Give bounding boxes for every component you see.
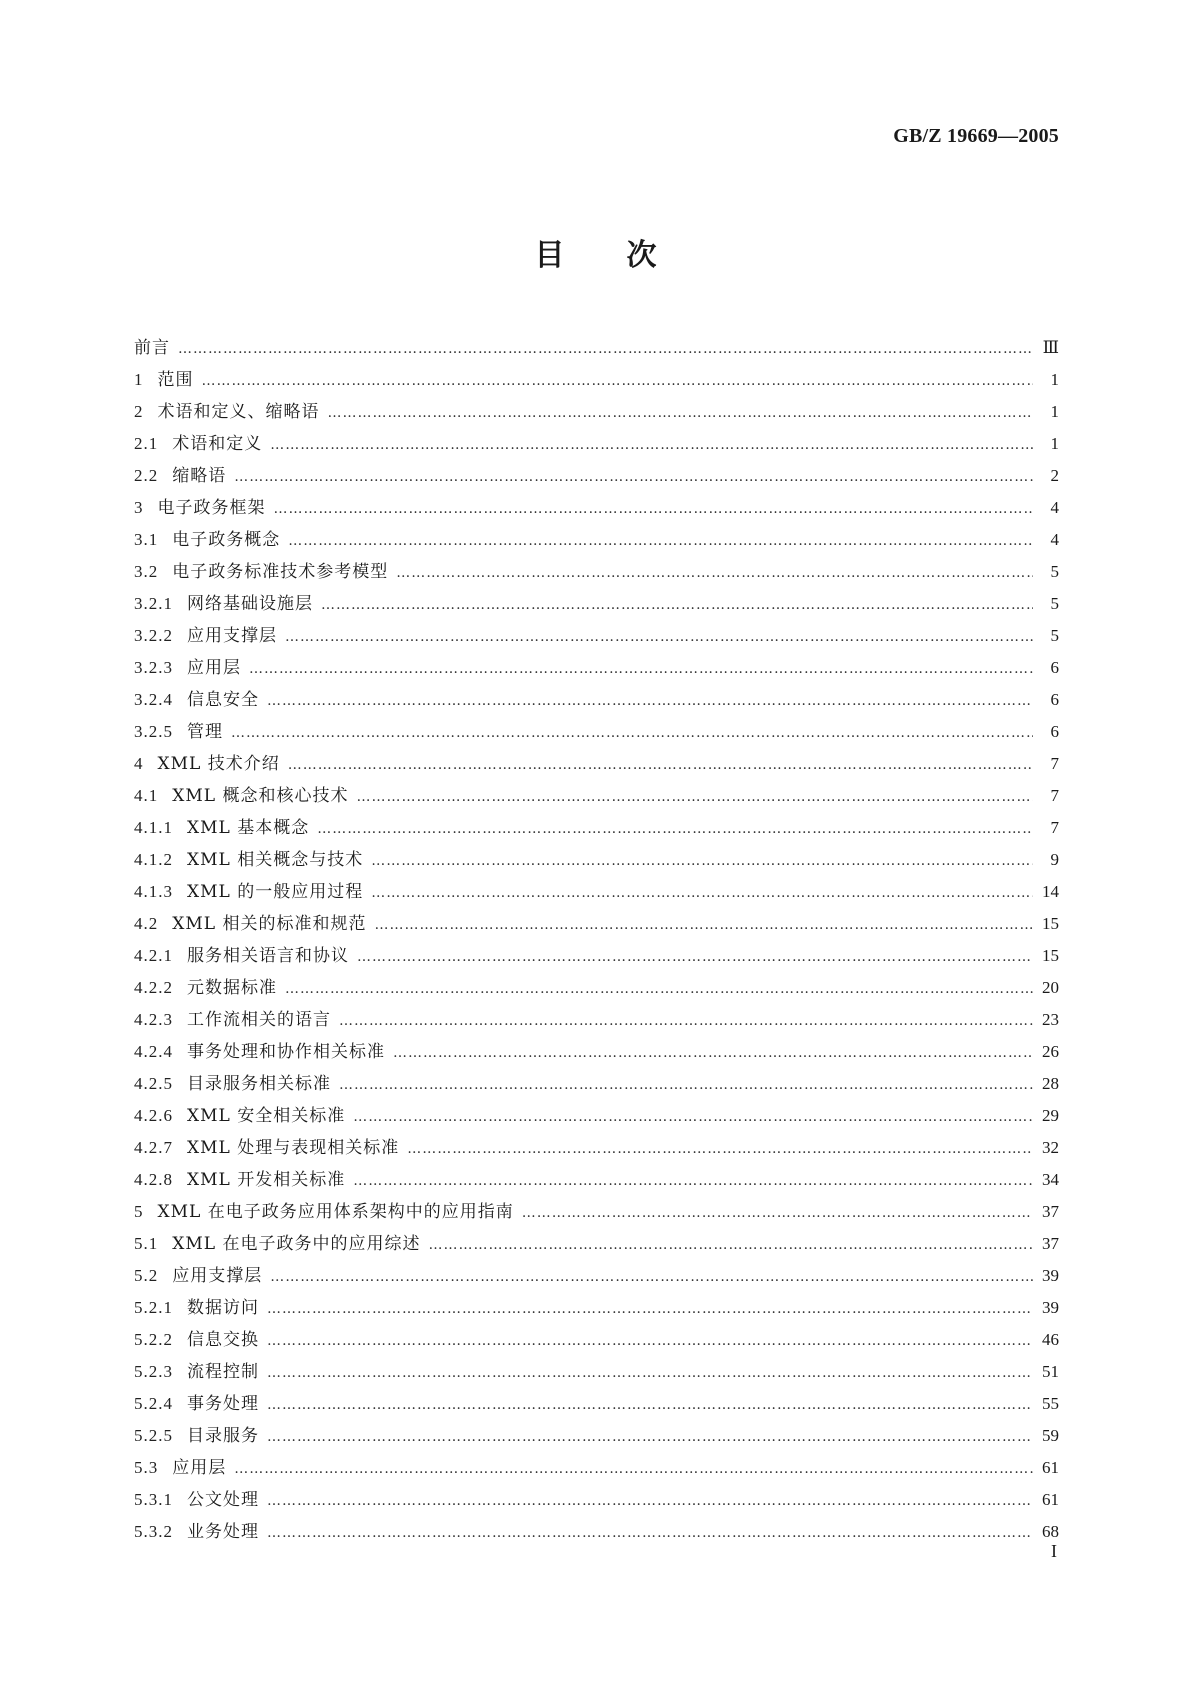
toc-entry-number: 5.2.3 bbox=[134, 1362, 173, 1381]
toc-entry-number: 5 bbox=[134, 1202, 144, 1221]
toc-leader-dots bbox=[288, 749, 1033, 781]
toc-entry-page: 46 bbox=[1042, 1330, 1059, 1349]
toc-entry-page: 5 bbox=[1050, 594, 1059, 613]
toc-leader-dots bbox=[267, 685, 1033, 717]
toc-entry-label: 应用支撑层 bbox=[172, 1266, 263, 1286]
toc-entry-number: 3.2.3 bbox=[134, 658, 173, 677]
toc-entry-page: 68 bbox=[1042, 1522, 1059, 1541]
toc-entry-number: 4.1.3 bbox=[134, 882, 173, 901]
toc-leader-dots bbox=[393, 1037, 1033, 1069]
toc-entry-label: 信息安全 bbox=[187, 690, 259, 710]
toc-entry-number: 5.2 bbox=[134, 1266, 159, 1285]
toc-entry-label: 应用层 bbox=[172, 1458, 227, 1478]
toc-entry[interactable] bbox=[134, 844, 1059, 876]
toc-entry-label: 电子政务框架 bbox=[157, 498, 266, 518]
toc-entry-label: XML 的一般应用过程 bbox=[187, 882, 364, 902]
toc-entry-number: 2.1 bbox=[134, 434, 159, 453]
toc-entry-label: XML 处理与表现相关标准 bbox=[187, 1138, 400, 1158]
toc-entry-number: 3 bbox=[134, 498, 144, 517]
toc-entry-page: 7 bbox=[1050, 786, 1059, 805]
toc-entry-label: 管理 bbox=[187, 722, 223, 742]
toc-leader-dots bbox=[353, 1101, 1033, 1133]
toc-entry-page: 51 bbox=[1042, 1362, 1059, 1381]
toc-leader-dots bbox=[234, 1453, 1033, 1485]
toc-entry-label: 数据访问 bbox=[187, 1298, 259, 1318]
toc-entry[interactable] bbox=[134, 460, 1059, 492]
toc-leader-dots bbox=[267, 1389, 1033, 1421]
toc-entry[interactable] bbox=[134, 364, 1059, 396]
toc-entry[interactable] bbox=[134, 396, 1059, 428]
toc-entry-page: 20 bbox=[1042, 978, 1059, 997]
toc-entry-number: 3.2.1 bbox=[134, 594, 173, 613]
toc-leader-dots bbox=[267, 1485, 1033, 1517]
toc-entry[interactable] bbox=[134, 492, 1059, 524]
toc-entry-label: 目录服务相关标准 bbox=[187, 1074, 331, 1094]
toc-entry[interactable] bbox=[134, 748, 1059, 780]
toc-entry-number: 5.1 bbox=[134, 1234, 159, 1253]
toc-entry[interactable] bbox=[134, 1228, 1059, 1260]
toc-entry-label: XML 基本概念 bbox=[187, 818, 310, 838]
toc-entry-page: 9 bbox=[1050, 850, 1059, 869]
toc-entry-label: 事务处理和协作相关标准 bbox=[187, 1042, 385, 1062]
toc-entry-label: 事务处理 bbox=[187, 1394, 259, 1414]
toc-entry-number: 3.2.2 bbox=[134, 626, 173, 645]
toc-entry-page: 7 bbox=[1050, 754, 1059, 773]
toc-entry-number: 4.2.2 bbox=[134, 978, 173, 997]
toc-entry[interactable] bbox=[134, 876, 1059, 908]
toc-entry[interactable] bbox=[134, 1132, 1059, 1164]
toc-entry-page: 32 bbox=[1042, 1138, 1059, 1157]
toc-leader-dots bbox=[267, 1293, 1033, 1325]
toc-entry-label: XML 概念和核心技术 bbox=[172, 786, 349, 806]
toc-entry-label: 信息交换 bbox=[187, 1330, 259, 1350]
toc-entry[interactable] bbox=[134, 1164, 1059, 1196]
toc-entry-page: 59 bbox=[1042, 1426, 1059, 1445]
toc-entry-page: 28 bbox=[1042, 1074, 1059, 1093]
toc-leader-dots bbox=[202, 365, 1034, 397]
toc-entry-label: 流程控制 bbox=[187, 1362, 259, 1382]
toc-entry-number: 5.2.2 bbox=[134, 1330, 173, 1349]
page-number: I bbox=[1051, 1541, 1057, 1561]
toc-entry-number: 1 bbox=[134, 370, 144, 389]
toc-entry-label: XML 相关的标准和规范 bbox=[172, 914, 367, 934]
toc-entry-page: 5 bbox=[1050, 562, 1059, 581]
toc-leader-dots bbox=[317, 813, 1033, 845]
toc-entry-label: 前言 bbox=[134, 338, 170, 358]
toc-leader-dots bbox=[234, 461, 1033, 493]
toc-entry-page: 1 bbox=[1050, 402, 1059, 421]
toc-entry[interactable] bbox=[134, 1388, 1059, 1420]
toc-entry-label: 电子政务概念 bbox=[172, 530, 281, 550]
toc-leader-dots bbox=[285, 973, 1033, 1005]
toc-entry-number: 5.3.2 bbox=[134, 1522, 173, 1541]
toc-leader-dots bbox=[371, 877, 1033, 909]
toc-entry[interactable] bbox=[134, 812, 1059, 844]
document-id: GB/Z 19669—2005 bbox=[893, 125, 1059, 147]
toc-leader-dots bbox=[267, 1421, 1033, 1453]
toc-entry[interactable] bbox=[134, 1516, 1059, 1548]
toc-leader-dots bbox=[267, 1357, 1033, 1389]
toc-entry-page: 29 bbox=[1042, 1106, 1059, 1125]
toc-entry-number: 4.2.3 bbox=[134, 1010, 173, 1029]
toc-entry-page: 6 bbox=[1050, 690, 1059, 709]
toc-entry-label: 电子政务标准技术参考模型 bbox=[172, 562, 389, 582]
toc-entry[interactable] bbox=[134, 716, 1059, 748]
toc-entry[interactable] bbox=[134, 1484, 1059, 1516]
toc-entry-label: 工作流相关的语言 bbox=[187, 1010, 331, 1030]
toc-entry-number: 5.2.1 bbox=[134, 1298, 173, 1317]
toc-entry-number: 5.3.1 bbox=[134, 1490, 173, 1509]
toc-entry-number: 4.2 bbox=[134, 914, 159, 933]
toc-entry-page: 4 bbox=[1050, 530, 1059, 549]
toc-entry[interactable] bbox=[134, 1036, 1059, 1068]
toc-entry-page: 26 bbox=[1042, 1042, 1059, 1061]
toc-entry-number: 4.2.7 bbox=[134, 1138, 173, 1157]
toc-entry-label: 术语和定义、缩略语 bbox=[157, 402, 320, 422]
toc-entry[interactable] bbox=[134, 1452, 1059, 1484]
toc-entry[interactable] bbox=[134, 1004, 1059, 1036]
toc-entry-number: 2 bbox=[134, 402, 144, 421]
toc-leader-dots bbox=[274, 493, 1034, 525]
toc-entry[interactable] bbox=[134, 1196, 1059, 1228]
toc-entry-page: 23 bbox=[1042, 1010, 1059, 1029]
toc-entry-page: 37 bbox=[1042, 1202, 1059, 1221]
toc-entry[interactable] bbox=[134, 972, 1059, 1004]
toc-leader-dots bbox=[339, 1005, 1033, 1037]
toc-entry-number: 5.2.5 bbox=[134, 1426, 173, 1445]
toc-entry-label: XML 技术介绍 bbox=[157, 754, 280, 774]
toc-leader-dots bbox=[178, 333, 1033, 365]
toc-entry-page: Ⅲ bbox=[1042, 338, 1059, 357]
table-of-contents bbox=[134, 332, 1059, 1548]
toc-entry-page: 6 bbox=[1050, 722, 1059, 741]
toc-leader-dots bbox=[231, 717, 1033, 749]
toc-entry-label: XML 安全相关标准 bbox=[187, 1106, 346, 1126]
toc-entry-page: 14 bbox=[1042, 882, 1059, 901]
toc-entry-label: XML 开发相关标准 bbox=[187, 1170, 346, 1190]
toc-entry-page: 55 bbox=[1042, 1394, 1059, 1413]
toc-entry-page: 2 bbox=[1050, 466, 1059, 485]
toc-entry-number: 4.1.2 bbox=[134, 850, 173, 869]
toc-entry[interactable] bbox=[134, 1260, 1059, 1292]
toc-leader-dots bbox=[328, 397, 1034, 429]
toc-entry-page: 39 bbox=[1042, 1298, 1059, 1317]
toc-entry-number: 4 bbox=[134, 754, 144, 773]
toc-entry-page: 6 bbox=[1050, 658, 1059, 677]
toc-leader-dots bbox=[270, 1261, 1033, 1293]
toc-entry-number: 4.1 bbox=[134, 786, 159, 805]
toc-entry[interactable] bbox=[134, 652, 1059, 684]
toc-entry[interactable] bbox=[134, 524, 1059, 556]
toc-leader-dots bbox=[428, 1229, 1033, 1261]
toc-entry-number: 4.1.1 bbox=[134, 818, 173, 837]
toc-entry-page: 34 bbox=[1042, 1170, 1059, 1189]
toc-entry-label: XML 相关概念与技术 bbox=[187, 850, 364, 870]
toc-entry-number: 4.2.8 bbox=[134, 1170, 173, 1189]
toc-entry-number: 4.2.1 bbox=[134, 946, 173, 965]
toc-entry-label: 应用层 bbox=[187, 658, 241, 678]
toc-entry-number: 3.2 bbox=[134, 562, 159, 581]
toc-entry-number: 3.1 bbox=[134, 530, 159, 549]
toc-leader-dots bbox=[339, 1069, 1033, 1101]
toc-entry[interactable] bbox=[134, 1324, 1059, 1356]
toc-entry[interactable] bbox=[134, 1068, 1059, 1100]
toc-leader-dots bbox=[371, 845, 1033, 877]
toc-leader-dots bbox=[288, 525, 1033, 557]
toc-entry-label: 目录服务 bbox=[187, 1426, 259, 1446]
toc-entry-label: 应用支撑层 bbox=[187, 626, 277, 646]
toc-entry[interactable] bbox=[134, 940, 1059, 972]
toc-entry[interactable] bbox=[134, 1356, 1059, 1388]
toc-leader-dots bbox=[267, 1517, 1033, 1549]
toc-entry[interactable] bbox=[134, 780, 1059, 812]
toc-leader-dots bbox=[407, 1133, 1033, 1165]
toc-entry[interactable] bbox=[134, 908, 1059, 940]
toc-entry-label: 元数据标准 bbox=[187, 978, 277, 998]
toc-leader-dots bbox=[267, 1325, 1033, 1357]
toc-entry-label: XML 在电子政务应用体系架构中的应用指南 bbox=[157, 1202, 514, 1222]
toc-entry-page: 4 bbox=[1050, 498, 1059, 517]
toc-entry-page: 1 bbox=[1050, 370, 1059, 389]
toc-leader-dots bbox=[285, 621, 1033, 653]
toc-entry-number: 4.2.6 bbox=[134, 1106, 173, 1125]
toc-entry[interactable] bbox=[134, 620, 1059, 652]
toc-entry[interactable] bbox=[134, 1292, 1059, 1324]
toc-leader-dots bbox=[396, 557, 1033, 589]
toc-entry-page: 7 bbox=[1050, 818, 1059, 837]
toc-entry-number: 5.3 bbox=[134, 1458, 159, 1477]
toc-entry-number: 4.2.5 bbox=[134, 1074, 173, 1093]
toc-entry-label: 业务处理 bbox=[187, 1522, 259, 1542]
toc-leader-dots bbox=[270, 429, 1033, 461]
toc-entry-page: 37 bbox=[1042, 1234, 1059, 1253]
toc-entry[interactable] bbox=[134, 332, 1059, 364]
toc-entry-page: 61 bbox=[1042, 1458, 1059, 1477]
toc-entry-page: 15 bbox=[1042, 914, 1059, 933]
toc-entry[interactable] bbox=[134, 684, 1059, 716]
toc-entry-page: 39 bbox=[1042, 1266, 1059, 1285]
toc-leader-dots bbox=[357, 941, 1033, 973]
toc-entry[interactable] bbox=[134, 556, 1059, 588]
toc-entry-number: 4.2.4 bbox=[134, 1042, 173, 1061]
toc-entry-page: 1 bbox=[1050, 434, 1059, 453]
toc-entry-label: 网络基础设施层 bbox=[187, 594, 313, 614]
toc-entry-label: 公文处理 bbox=[187, 1490, 259, 1510]
toc-entry[interactable] bbox=[134, 428, 1059, 460]
toc-entry-number: 2.2 bbox=[134, 466, 159, 485]
toc-entry-number: 3.2.5 bbox=[134, 722, 173, 741]
toc-entry[interactable] bbox=[134, 1100, 1059, 1132]
toc-entry-number: 5.2.4 bbox=[134, 1394, 173, 1413]
toc-entry-label: 范围 bbox=[157, 370, 194, 390]
toc-leader-dots bbox=[374, 909, 1033, 941]
toc-entry[interactable] bbox=[134, 1420, 1059, 1452]
toc-entry-label: 缩略语 bbox=[172, 466, 227, 486]
toc-leader-dots bbox=[249, 653, 1033, 685]
toc-entry-label: XML 在电子政务中的应用综述 bbox=[172, 1234, 421, 1254]
toc-entry[interactable] bbox=[134, 588, 1059, 620]
toc-leader-dots bbox=[522, 1197, 1033, 1229]
toc-entry-number: 3.2.4 bbox=[134, 690, 173, 709]
toc-entry-label: 术语和定义 bbox=[172, 434, 263, 454]
toc-leader-dots bbox=[353, 1165, 1033, 1197]
toc-entry-page: 15 bbox=[1042, 946, 1059, 965]
toc-entry-page: 61 bbox=[1042, 1490, 1059, 1509]
toc-entry-label: 服务相关语言和协议 bbox=[187, 946, 349, 966]
page-title: 目次 bbox=[534, 238, 719, 273]
toc-leader-dots bbox=[356, 781, 1033, 813]
toc-entry-page: 5 bbox=[1050, 626, 1059, 645]
toc-leader-dots bbox=[321, 589, 1033, 621]
